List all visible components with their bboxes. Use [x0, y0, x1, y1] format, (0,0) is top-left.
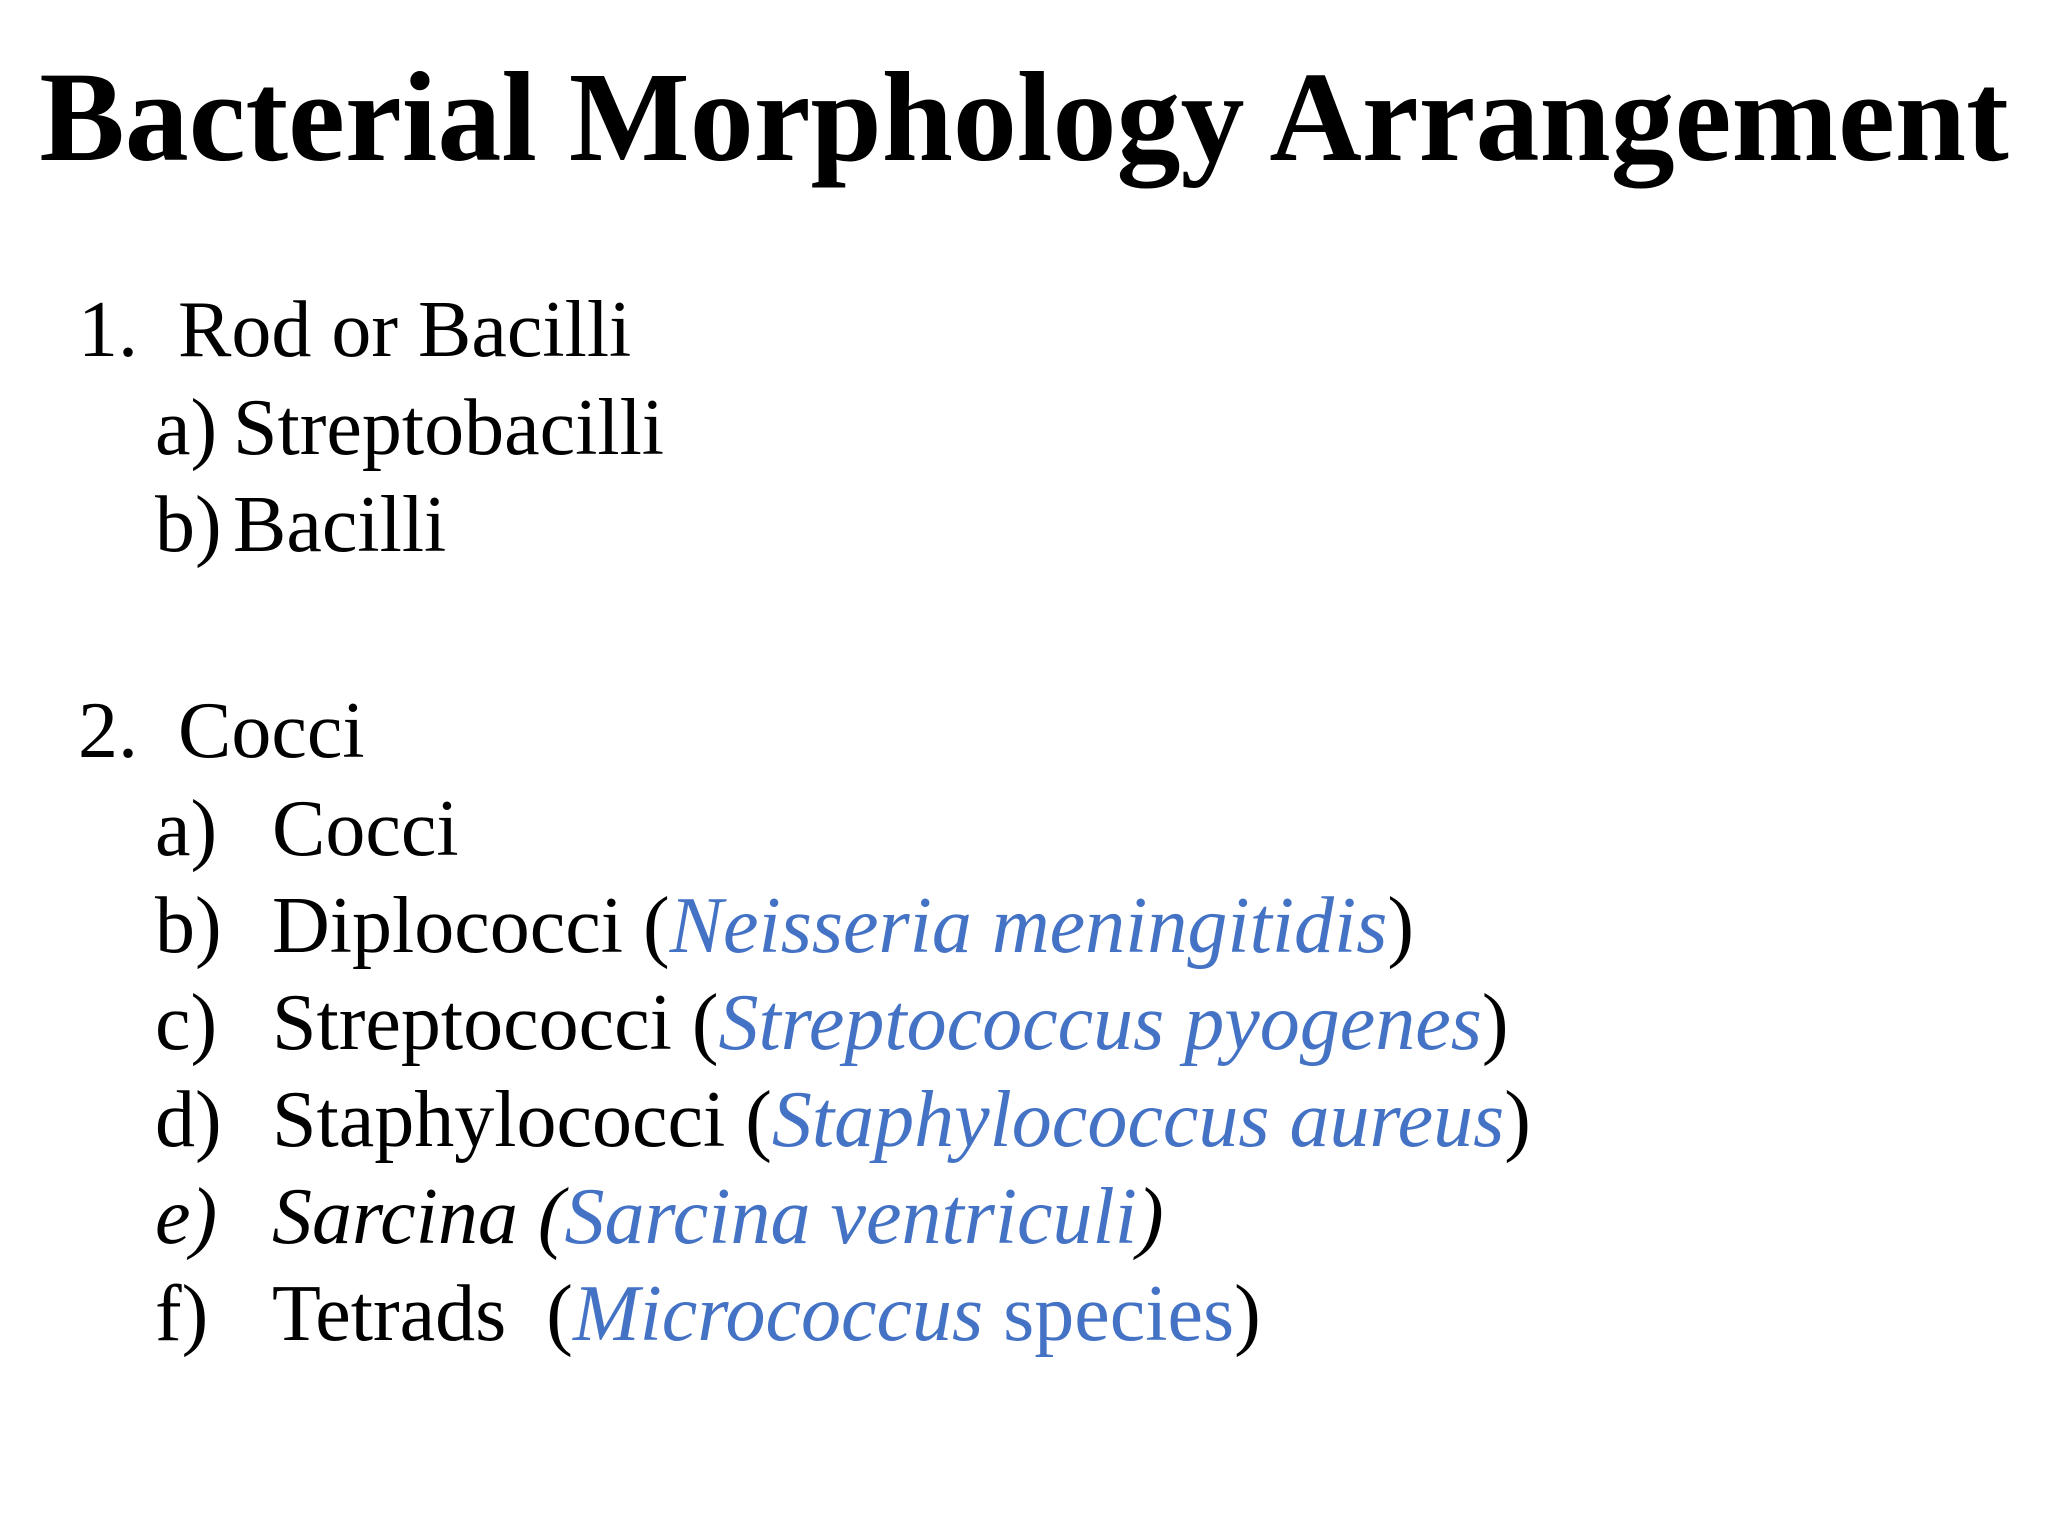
list-item-name: Staphylococci: [272, 1076, 726, 1164]
list-item-name: Cocci: [272, 785, 459, 873]
section-2-number: 2.: [78, 687, 138, 775]
section-1-label: Rod or Bacilli: [178, 286, 632, 374]
list-item-marker: f): [155, 1270, 209, 1358]
list-item-name: Streptobacilli: [233, 384, 665, 472]
section-1-number: 1.: [78, 286, 138, 374]
list-item-marker: a): [155, 785, 218, 873]
species-suffix: species: [1003, 1270, 1235, 1358]
list-item-name: Diplococci: [272, 882, 623, 970]
species-name: Staphylococcus aureus: [771, 1076, 1505, 1164]
list-item-marker: b): [155, 481, 222, 569]
species-name: Neisseria meningitidis: [669, 882, 1388, 970]
list-item: Tetrads (Micrococcus species): [272, 1270, 1261, 1358]
list-item-marker: a): [155, 384, 218, 472]
species-name: Micrococcus: [572, 1270, 984, 1358]
section-2-heading: [78, 683, 365, 779]
species-name: Sarcina ventriculi: [564, 1173, 1138, 1261]
species-name: Streptococcus pyogenes: [718, 979, 1482, 1067]
list-item-marker: c): [155, 979, 218, 1067]
list-item: Streptococci (Streptococcus pyogenes): [272, 979, 1509, 1067]
list-item-marker: b): [155, 882, 222, 970]
list-item-name: Streptococci: [272, 979, 672, 1067]
list-item: Sarcina (Sarcina ventriculi): [272, 1173, 1164, 1261]
section-1-heading: [78, 282, 631, 378]
list-item: Diplococci (Neisseria meningitidis): [272, 882, 1415, 970]
slide-title: Bacterial Morphology Arrangement: [39, 46, 2009, 188]
list-item-name: Sarcina: [272, 1173, 518, 1261]
list-item-marker: d): [155, 1076, 222, 1164]
list-item-name: Bacilli: [233, 481, 447, 569]
section-2-label: Cocci: [178, 687, 365, 775]
list-item-marker: e): [155, 1173, 218, 1261]
list-item-name: Tetrads: [272, 1270, 507, 1358]
list-item: Staphylococci (Staphylococcus aureus): [272, 1076, 1531, 1164]
